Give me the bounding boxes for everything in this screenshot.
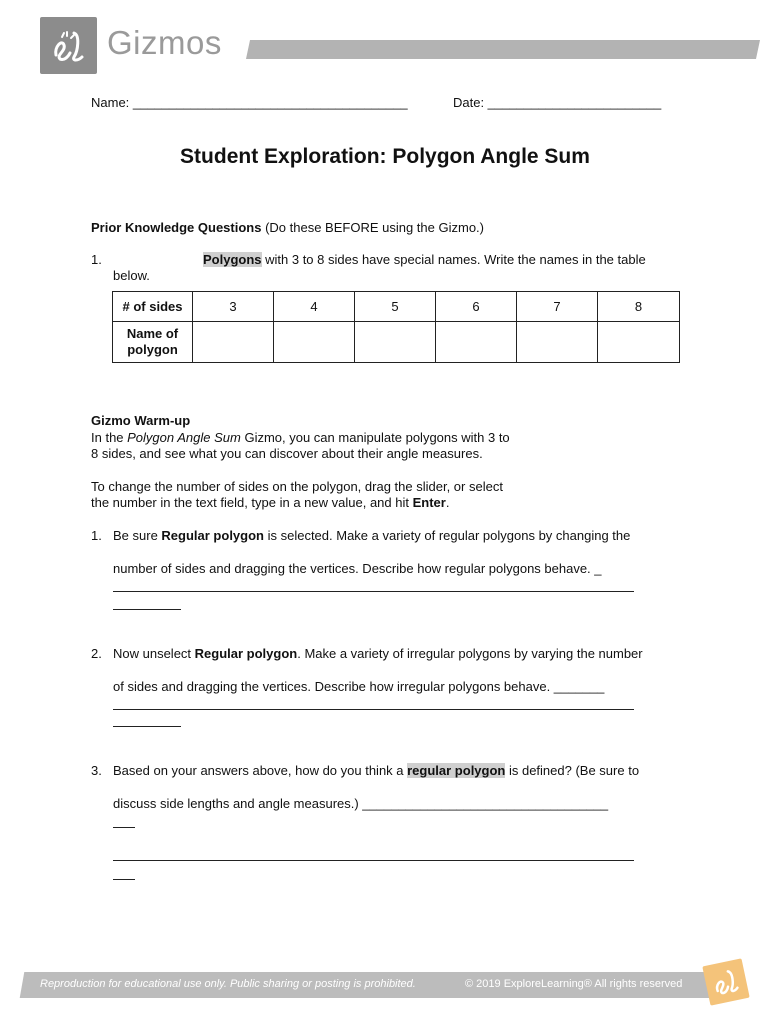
date-field[interactable]: Date: ________________________	[453, 95, 662, 110]
brand-name: Gizmos	[107, 24, 222, 61]
question-text: . Make a variety of irregular polygons by varying the number	[297, 646, 643, 661]
table-cell-sides: 8	[598, 292, 680, 322]
polygon-name-input[interactable]	[517, 322, 598, 363]
question-3-text	[113, 763, 639, 779]
warmup-paragraph-2-cont	[91, 495, 449, 511]
table-cell-sides: 4	[274, 292, 355, 322]
table-header-sides: # of sides	[113, 292, 193, 322]
prior-knowledge-heading: Prior Knowledge Questions	[91, 220, 262, 235]
regular-polygon-term: Regular polygon	[194, 646, 298, 661]
question-1-text	[113, 528, 630, 544]
warmup-paragraph-1	[91, 430, 510, 446]
table-cell-sides: 5	[355, 292, 436, 322]
question-text: Now unselect	[113, 646, 195, 661]
warmup-text: the number in the text field, type in a new value, and hit	[91, 495, 413, 510]
enter-key-term: Enter	[412, 495, 446, 510]
warmup-text: In the	[91, 430, 128, 445]
question-number: 1.	[91, 528, 102, 543]
table-cell-sides: 7	[517, 292, 598, 322]
header-decoration-bar	[246, 40, 760, 59]
answer-line[interactable]	[113, 726, 181, 727]
warmup-text: .	[445, 495, 450, 510]
question-3-text-cont: discuss side lengths and angle measures.) __________________________________	[113, 796, 609, 811]
answer-line[interactable]	[113, 827, 135, 828]
question-2-text	[113, 646, 643, 662]
regular-polygon-term: regular polygon	[407, 763, 506, 778]
polygon-name-input[interactable]	[193, 322, 274, 363]
warmup-paragraph-2: To change the number of sides on the polygon, drag the slider, or select	[91, 479, 503, 494]
table-header-name-line2: polygon	[127, 342, 178, 357]
answer-line[interactable]	[113, 709, 634, 710]
name-field[interactable]: Name: ______________________________________	[91, 95, 408, 110]
table-cell-sides: 3	[193, 292, 274, 322]
question-text: is defined? (Be sure to	[505, 763, 640, 778]
page-header	[0, 0, 770, 90]
answer-line[interactable]	[113, 879, 135, 880]
gizmo-name: Polygon Angle Sum	[127, 430, 241, 445]
question-text: Based on your answers above, how do you think a	[113, 763, 408, 778]
table-row	[113, 322, 680, 363]
regular-polygon-term: Regular polygon	[161, 528, 264, 543]
page-title: Student Exploration: Polygon Angle Sum	[180, 145, 590, 168]
table-cell-sides: 6	[436, 292, 517, 322]
table-header-name	[113, 322, 193, 363]
question-1-text-cont: number of sides and dragging the vertices. Describe how regular polygons behave. _	[113, 561, 602, 576]
polygons-term: Polygons	[203, 252, 262, 267]
prior-question-1	[203, 252, 646, 268]
prior-knowledge-section	[91, 220, 484, 236]
answer-line[interactable]	[113, 860, 634, 861]
polygon-name-input[interactable]	[436, 322, 517, 363]
question-number: 1.	[91, 252, 102, 267]
question-text: is selected. Make a variety of regular polygons by changing the	[263, 528, 631, 543]
question-text: Be sure	[113, 528, 162, 543]
explorelearning-logo-icon	[40, 17, 97, 74]
answer-line[interactable]	[113, 591, 634, 592]
polygon-name-input[interactable]	[274, 322, 355, 363]
prior-question-1-text-cont: below.	[113, 268, 150, 283]
table-row	[113, 292, 680, 322]
explorelearning-footer-logo-icon	[702, 958, 749, 1005]
polygon-name-input[interactable]	[355, 322, 436, 363]
prior-question-1-text: with 3 to 8 sides have special names. Write the names in the table	[261, 252, 646, 267]
warmup-heading: Gizmo Warm-up	[91, 413, 191, 428]
warmup-text: Gizmo, you can manipulate polygons with 3 to	[240, 430, 510, 445]
polygon-names-table	[112, 291, 680, 363]
answer-line[interactable]	[113, 609, 181, 610]
table-header-name-line1: Name of	[126, 326, 179, 341]
footer-copyright: © 2019 ExploreLearning® All rights reserved	[465, 978, 683, 990]
question-number: 3.	[91, 763, 102, 778]
prior-knowledge-note: (Do these BEFORE using the Gizmo.)	[261, 220, 484, 235]
polygon-name-input[interactable]	[598, 322, 680, 363]
question-number: 2.	[91, 646, 102, 661]
warmup-paragraph-1-cont: 8 sides, and see what you can discover about their angle measures.	[91, 446, 483, 461]
question-2-text-cont: of sides and dragging the vertices. Describe how irregular polygons behave. _______	[113, 679, 605, 694]
footer-disclaimer: Reproduction for educational use only. Public sharing or posting is prohibited.	[40, 978, 416, 990]
